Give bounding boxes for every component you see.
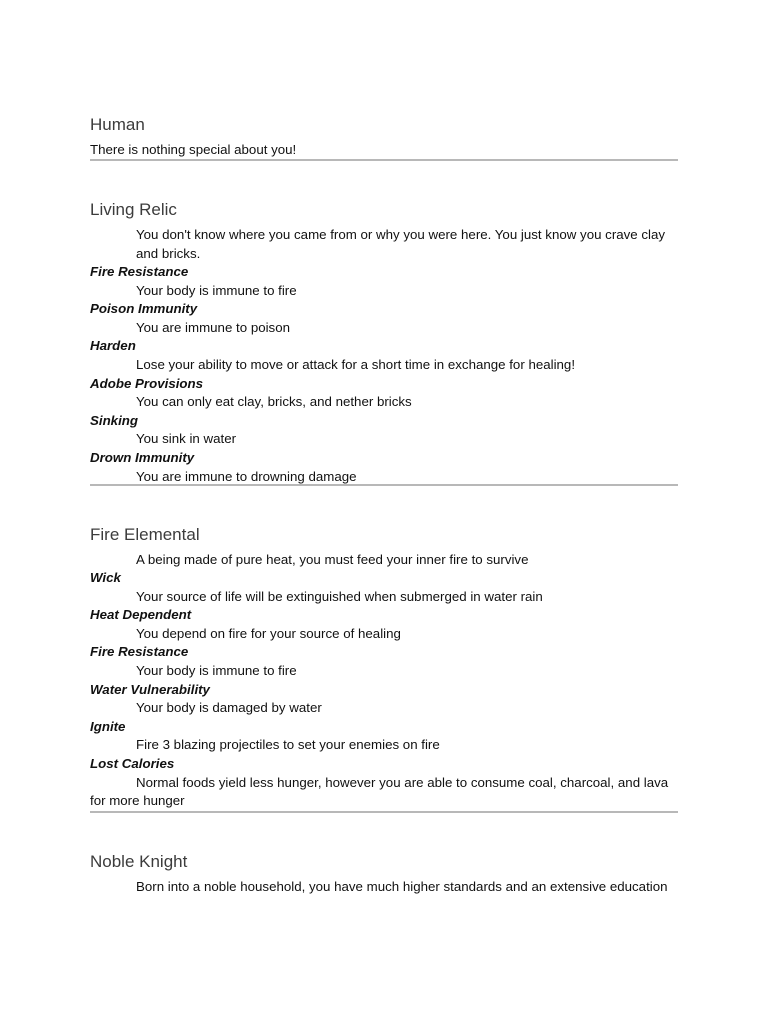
ability-description: Your body is immune to fire: [136, 282, 297, 298]
ability-name: Fire Resistance: [90, 644, 189, 660]
ability-description: Your body is immune to fire: [136, 662, 297, 678]
ability-name: Water Vulnerability: [90, 681, 210, 697]
ability-name: Drown Immunity: [90, 449, 195, 465]
origin-description: There is nothing special about you!: [90, 142, 297, 157]
ability-description: You are immune to poison: [136, 319, 290, 335]
origin-section-noble-knight: [90, 851, 678, 896]
ability-description: Lose your ability to move or attack for a short time in exchange for healing!: [136, 356, 576, 372]
origin-section-living-relic: [90, 199, 678, 486]
ability-description: You depend on fire for your source of healing: [136, 625, 401, 641]
origin-section-human: [90, 114, 678, 161]
ability-item: [90, 681, 678, 718]
origin-title: Living Relic: [90, 200, 177, 219]
origin-description: A being made of pure heat, you must feed your inner fire to survive: [136, 552, 529, 567]
origin-description: Born into a noble household, you have much higher standards and an extensive education: [136, 879, 668, 894]
ability-item: [90, 718, 678, 755]
ability-name: Poison Immunity: [90, 301, 198, 317]
ability-item: [90, 755, 678, 811]
ability-description: You sink in water: [136, 431, 237, 447]
ability-name: Fire Resistance: [90, 264, 189, 279]
document-page: [90, 0, 678, 896]
ability-description: Your source of life will be extinguished when submerged in water rain: [136, 588, 543, 604]
ability-item: [90, 449, 678, 486]
ability-item: [90, 643, 678, 680]
ability-name: Harden: [90, 338, 136, 354]
ability-name: Adobe Provisions: [90, 375, 204, 391]
ability-description: Fire 3 blazing projectiles to set your enemies on fire: [136, 737, 440, 753]
origin-title: Noble Knight: [90, 852, 188, 871]
origin-title: Fire Elemental: [90, 525, 200, 544]
ability-name: Heat Dependent: [90, 607, 192, 623]
ability-item: [90, 300, 678, 337]
ability-item: [90, 569, 678, 606]
ability-name: Ignite: [90, 718, 126, 734]
ability-item: [90, 337, 678, 374]
ability-name: Wick: [90, 570, 121, 585]
origin-title: Human: [90, 115, 145, 134]
ability-name: Lost Calories: [90, 755, 175, 771]
ability-description: You can only eat clay, bricks, and nether bricks: [136, 394, 412, 410]
ability-item: [90, 412, 678, 449]
ability-item: [90, 263, 678, 300]
ability-name: Sinking: [90, 412, 139, 428]
ability-item: [90, 375, 678, 412]
ability-description: Your body is damaged by water: [136, 700, 322, 716]
ability-description: Normal foods yield less hunger, however you are able to consume coal, charcoal, and lava for more hunger: [90, 774, 669, 809]
ability-description: You are immune to drowning damage: [136, 468, 357, 484]
origin-section-fire-elemental: [90, 524, 678, 813]
origin-description: You don't know where you came from or why you were here. You just know you crave clay and bricks.: [136, 227, 666, 261]
ability-item: [90, 606, 678, 643]
